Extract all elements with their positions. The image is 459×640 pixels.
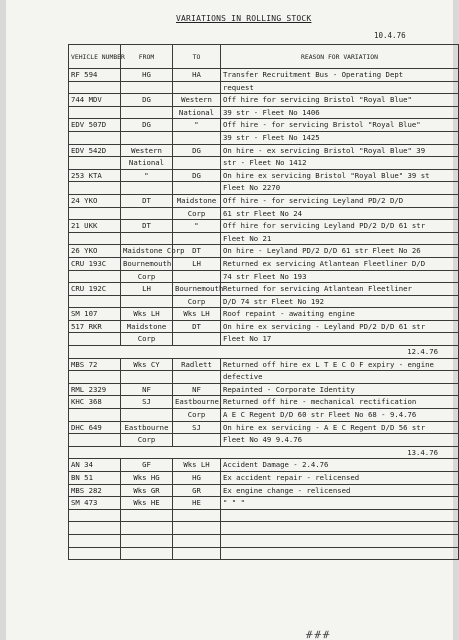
vehicle-number-cell: EDV 542D bbox=[69, 144, 121, 157]
from-cell: Corp bbox=[121, 333, 173, 346]
to-cell bbox=[173, 232, 221, 245]
to-cell bbox=[173, 371, 221, 384]
vehicle-number-cell: 21 UKK bbox=[69, 220, 121, 233]
table-row bbox=[69, 94, 459, 107]
reason-cell: Off hire for servicing Leyland PD/2 D/D 61 str bbox=[221, 220, 459, 233]
reason-cell: " " " bbox=[221, 497, 459, 510]
table-row bbox=[69, 157, 459, 170]
vehicle-number-cell: BN 51 bbox=[69, 472, 121, 485]
from-cell: Maidstone bbox=[121, 320, 173, 333]
to-cell: " bbox=[173, 220, 221, 233]
vehicle-number-cell: SM 473 bbox=[69, 497, 121, 510]
to-cell bbox=[173, 182, 221, 195]
to-cell: Western bbox=[173, 94, 221, 107]
vehicle-number-cell: 517 RKR bbox=[69, 320, 121, 333]
reason-cell: Returned off hire - mechanical rectification bbox=[221, 396, 459, 409]
table-row bbox=[69, 270, 459, 283]
table-body bbox=[69, 69, 459, 560]
reason-cell: 61 str Fleet No 24 bbox=[221, 207, 459, 220]
from-cell: Wks GR bbox=[121, 484, 173, 497]
section-date: 13.4.76 bbox=[69, 446, 459, 459]
reason-cell: On hire ex servicing - A E C Regent D/D 56 str bbox=[221, 421, 459, 434]
reason-cell: A E C Regent D/D 60 str Fleet No 68 - 9.4.76 bbox=[221, 409, 459, 422]
from-cell: LH bbox=[121, 283, 173, 296]
to-cell: Eastbourne bbox=[173, 396, 221, 409]
to-cell bbox=[173, 522, 221, 535]
vehicle-number-cell: CRU 192C bbox=[69, 283, 121, 296]
from-cell: Wks HE bbox=[121, 497, 173, 510]
to-cell bbox=[173, 547, 221, 560]
vehicle-number-cell bbox=[69, 409, 121, 422]
reason-cell: Ex engine change - relicensed bbox=[221, 484, 459, 497]
reason-cell: On hire - ex servicing Bristol "Royal Blue" 39 bbox=[221, 144, 459, 157]
header-to: TO bbox=[173, 45, 221, 69]
vehicle-number-cell: 26 YKO bbox=[69, 245, 121, 258]
table-row bbox=[69, 182, 459, 195]
vehicle-number-cell bbox=[69, 509, 121, 522]
from-cell bbox=[121, 81, 173, 94]
from-cell bbox=[121, 131, 173, 144]
table-row bbox=[69, 220, 459, 233]
table-row bbox=[69, 69, 459, 82]
reason-cell: Off hire - for servicing Leyland PD/2 D/D bbox=[221, 194, 459, 207]
vehicle-number-cell bbox=[69, 434, 121, 447]
from-cell bbox=[121, 547, 173, 560]
table-row bbox=[69, 371, 459, 384]
to-cell: Corp bbox=[173, 409, 221, 422]
to-cell bbox=[173, 131, 221, 144]
to-cell bbox=[173, 157, 221, 170]
table-row bbox=[69, 472, 459, 485]
vehicle-number-cell bbox=[69, 106, 121, 119]
document-page bbox=[6, 0, 453, 640]
to-cell: Bournemouth bbox=[173, 283, 221, 296]
to-cell bbox=[173, 270, 221, 283]
table-row bbox=[69, 421, 459, 434]
from-cell: DG bbox=[121, 94, 173, 107]
from-cell: Wks CY bbox=[121, 358, 173, 371]
table-row bbox=[69, 295, 459, 308]
from-cell: Wks LH bbox=[121, 308, 173, 321]
reason-cell bbox=[221, 509, 459, 522]
from-cell: HG bbox=[121, 69, 173, 82]
table-row bbox=[69, 106, 459, 119]
from-cell bbox=[121, 509, 173, 522]
vehicle-number-cell: AN 34 bbox=[69, 459, 121, 472]
to-cell: " bbox=[173, 119, 221, 132]
from-cell bbox=[121, 182, 173, 195]
date-row bbox=[69, 446, 459, 459]
table-row bbox=[69, 119, 459, 132]
to-cell: Wks LH bbox=[173, 459, 221, 472]
table-row bbox=[69, 320, 459, 333]
table-row bbox=[69, 169, 459, 182]
table-row bbox=[69, 409, 459, 422]
to-cell: Radlett bbox=[173, 358, 221, 371]
table-row bbox=[69, 547, 459, 560]
vehicle-number-cell bbox=[69, 207, 121, 220]
reason-cell: On hire ex servicing - Leyland PD/2 D/D 61 str bbox=[221, 320, 459, 333]
reason-cell: Ex accident repair - relicensed bbox=[221, 472, 459, 485]
to-cell: DT bbox=[173, 320, 221, 333]
table-row bbox=[69, 245, 459, 258]
from-cell bbox=[121, 371, 173, 384]
vehicle-number-cell: EDV 507D bbox=[69, 119, 121, 132]
reason-cell: Accident Damage - 2.4.76 bbox=[221, 459, 459, 472]
page-title: VARIATIONS IN ROLLING STOCK bbox=[176, 14, 312, 23]
table-row bbox=[69, 534, 459, 547]
reason-cell: 39 str - Fleet No 1425 bbox=[221, 131, 459, 144]
from-cell: DT bbox=[121, 194, 173, 207]
table-row bbox=[69, 283, 459, 296]
reason-cell bbox=[221, 522, 459, 535]
reason-cell: defective bbox=[221, 371, 459, 384]
reason-cell: Fleet No 49 9.4.76 bbox=[221, 434, 459, 447]
from-cell: DT bbox=[121, 220, 173, 233]
to-cell: HE bbox=[173, 497, 221, 510]
from-cell: NF bbox=[121, 383, 173, 396]
vehicle-number-cell bbox=[69, 182, 121, 195]
vehicle-number-cell: SM 107 bbox=[69, 308, 121, 321]
reason-cell: request bbox=[221, 81, 459, 94]
vehicle-number-cell bbox=[69, 131, 121, 144]
vehicle-number-cell: 744 MDV bbox=[69, 94, 121, 107]
from-cell: Bournemouth bbox=[121, 257, 173, 270]
reason-cell: Returned ex servicing Atlantean Fleetliner D/D bbox=[221, 257, 459, 270]
vehicle-number-cell: KHC 368 bbox=[69, 396, 121, 409]
to-cell: HA bbox=[173, 69, 221, 82]
reason-cell bbox=[221, 547, 459, 560]
vehicle-number-cell bbox=[69, 534, 121, 547]
from-cell: Corp bbox=[121, 434, 173, 447]
to-cell: SJ bbox=[173, 421, 221, 434]
table-row bbox=[69, 131, 459, 144]
from-cell: Maidstone Corp bbox=[121, 245, 173, 258]
from-cell: Wks HG bbox=[121, 472, 173, 485]
from-cell bbox=[121, 295, 173, 308]
vehicle-number-cell bbox=[69, 81, 121, 94]
reason-cell: Returned off hire ex L T E C O F expiry - engine bbox=[221, 358, 459, 371]
reason-cell: Off hire - for servicing Bristol "Royal Blue" bbox=[221, 119, 459, 132]
header-from: FROM bbox=[121, 45, 173, 69]
vehicle-number-cell bbox=[69, 295, 121, 308]
from-cell bbox=[121, 534, 173, 547]
vehicle-number-cell bbox=[69, 371, 121, 384]
from-cell bbox=[121, 409, 173, 422]
table-row bbox=[69, 194, 459, 207]
reason-cell: D/D 74 str Fleet No 192 bbox=[221, 295, 459, 308]
reason-cell: Transfer Recruitment Bus - Operating Dept bbox=[221, 69, 459, 82]
to-cell: Maidstone bbox=[173, 194, 221, 207]
from-cell: National bbox=[121, 157, 173, 170]
reason-cell: On hire - Leyland PD/2 D/D 61 str Fleet No 26 bbox=[221, 245, 459, 258]
table-row bbox=[69, 144, 459, 157]
reason-cell: Roof repaint - awaiting engine bbox=[221, 308, 459, 321]
vehicle-number-cell: 253 KTA bbox=[69, 169, 121, 182]
to-cell: National bbox=[173, 106, 221, 119]
from-cell bbox=[121, 232, 173, 245]
table-row bbox=[69, 484, 459, 497]
from-cell bbox=[121, 522, 173, 535]
table-row bbox=[69, 383, 459, 396]
to-cell bbox=[173, 434, 221, 447]
table-row bbox=[69, 257, 459, 270]
reason-cell: Fleet No 17 bbox=[221, 333, 459, 346]
to-cell: Wks LH bbox=[173, 308, 221, 321]
table-row bbox=[69, 308, 459, 321]
table-row bbox=[69, 81, 459, 94]
reason-cell: 39 str - Fleet No 1406 bbox=[221, 106, 459, 119]
table-row bbox=[69, 509, 459, 522]
table-row bbox=[69, 396, 459, 409]
to-cell bbox=[173, 333, 221, 346]
from-cell: GF bbox=[121, 459, 173, 472]
reason-cell bbox=[221, 534, 459, 547]
vehicle-number-cell: MBS 282 bbox=[69, 484, 121, 497]
variations-table bbox=[68, 44, 459, 560]
table-row bbox=[69, 522, 459, 535]
to-cell: NF bbox=[173, 383, 221, 396]
reason-cell: Returned for servicing Atlantean Fleetliner bbox=[221, 283, 459, 296]
vehicle-number-cell: RML 2329 bbox=[69, 383, 121, 396]
from-cell: SJ bbox=[121, 396, 173, 409]
section-date: 12.4.76 bbox=[69, 346, 459, 359]
reason-cell: Fleet No 2270 bbox=[221, 182, 459, 195]
reason-cell: str - Fleet No 1412 bbox=[221, 157, 459, 170]
table-row bbox=[69, 434, 459, 447]
vehicle-number-cell bbox=[69, 157, 121, 170]
vehicle-number-cell bbox=[69, 547, 121, 560]
vehicle-number-cell: RF 594 bbox=[69, 69, 121, 82]
from-cell: Corp bbox=[121, 270, 173, 283]
vehicle-number-cell bbox=[69, 232, 121, 245]
to-cell bbox=[173, 509, 221, 522]
to-cell: GR bbox=[173, 484, 221, 497]
to-cell bbox=[173, 534, 221, 547]
table-row bbox=[69, 497, 459, 510]
reason-cell: 74 str Fleet No 193 bbox=[221, 270, 459, 283]
vehicle-number-cell bbox=[69, 333, 121, 346]
vehicle-number-cell: CRU 193C bbox=[69, 257, 121, 270]
vehicle-number-cell bbox=[69, 522, 121, 535]
to-cell: DG bbox=[173, 144, 221, 157]
from-cell bbox=[121, 106, 173, 119]
vehicle-number-cell: DHC 649 bbox=[69, 421, 121, 434]
table-row bbox=[69, 358, 459, 371]
table-header bbox=[69, 45, 459, 69]
to-cell bbox=[173, 81, 221, 94]
table-row bbox=[69, 207, 459, 220]
document-date: 10.4.76 bbox=[374, 31, 406, 40]
table-row bbox=[69, 333, 459, 346]
date-row bbox=[69, 346, 459, 359]
to-cell: HG bbox=[173, 472, 221, 485]
header-reason: REASON FOR VARIATION bbox=[221, 45, 459, 69]
handwritten-mark: ᚌᚌᚌ bbox=[306, 630, 332, 640]
from-cell bbox=[121, 207, 173, 220]
reason-cell: On hire ex servicing Bristol "Royal Blue" 39 st bbox=[221, 169, 459, 182]
vehicle-number-cell: MBS 72 bbox=[69, 358, 121, 371]
from-cell: " bbox=[121, 169, 173, 182]
table-row bbox=[69, 459, 459, 472]
to-cell: DG bbox=[173, 169, 221, 182]
vehicle-number-cell: 24 YKO bbox=[69, 194, 121, 207]
from-cell: DG bbox=[121, 119, 173, 132]
header-vehicle-number: VEHICLE NUMBER bbox=[69, 45, 121, 69]
vehicle-number-cell bbox=[69, 270, 121, 283]
reason-cell: Repainted - Corporate Identity bbox=[221, 383, 459, 396]
to-cell: Corp bbox=[173, 207, 221, 220]
table-row bbox=[69, 232, 459, 245]
from-cell: Western bbox=[121, 144, 173, 157]
to-cell: LH bbox=[173, 257, 221, 270]
to-cell: DT bbox=[173, 245, 221, 258]
reason-cell: Off hire for servicing Bristol "Royal Blue" bbox=[221, 94, 459, 107]
reason-cell: Fleet No 21 bbox=[221, 232, 459, 245]
to-cell: Corp bbox=[173, 295, 221, 308]
from-cell: Eastbourne bbox=[121, 421, 173, 434]
